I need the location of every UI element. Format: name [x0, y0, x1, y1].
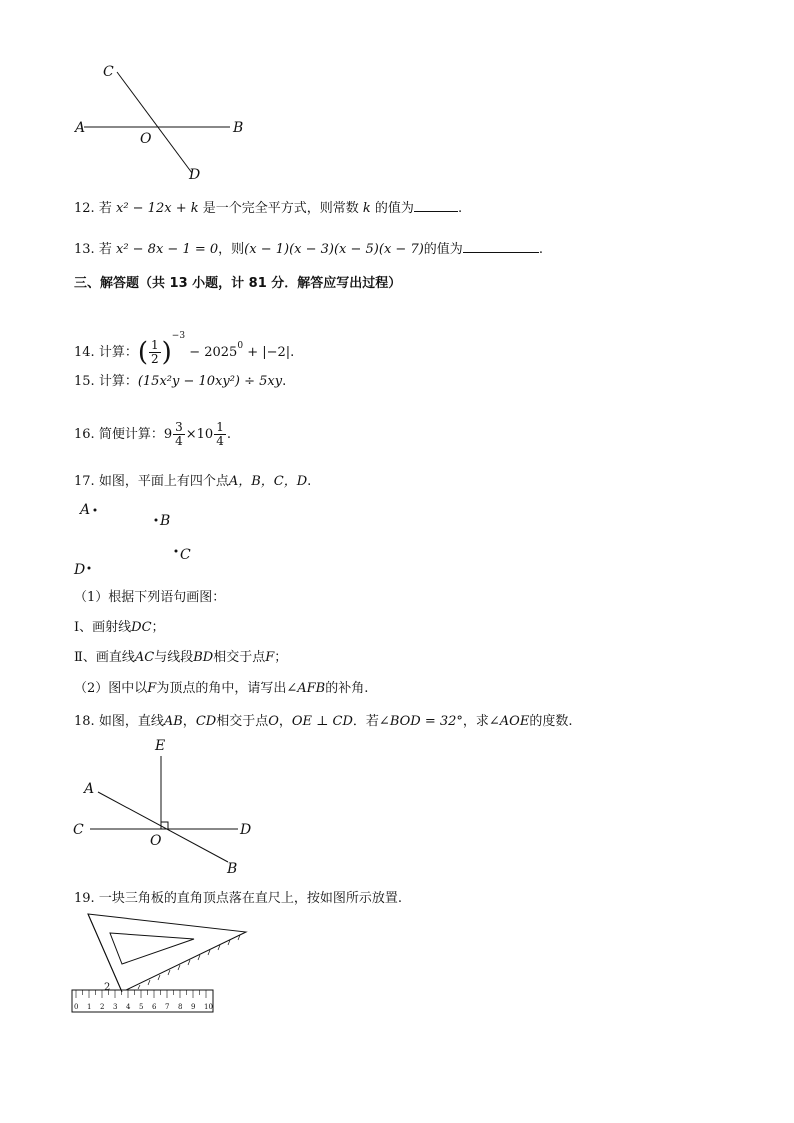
q13-expression: x² − 8x − 1 = 0	[115, 242, 219, 257]
q13-mid: ，则	[218, 242, 245, 257]
ruler-tick-label: 6	[152, 1003, 157, 1011]
ruler-tick-label: 8	[178, 1003, 183, 1011]
q15-number: 15.	[74, 374, 95, 389]
question-16: 16. 简便计算：9 $\frac{3}{4}$ ×10 $\frac{1}{4}$ .	[74, 420, 231, 448]
ruler-tick-label: 2	[100, 1003, 105, 1011]
q14-rest2: + |−2|	[247, 345, 291, 360]
label-b: B	[233, 120, 244, 136]
q12-mid: 是一个完全平方式，则常数	[202, 201, 359, 216]
ruler-tick-label: 5	[139, 1003, 144, 1011]
figure-perpendicular	[70, 736, 270, 881]
label-c: C	[73, 822, 84, 838]
question-15: 15. 计算：(15x²y − 10xy²) ÷ 5xy.	[74, 374, 287, 389]
point-b-label: B	[160, 513, 171, 529]
q17-part1: （1）根据下列语句画图：	[74, 590, 226, 605]
point-b	[155, 519, 158, 522]
figure-four-points	[70, 500, 220, 580]
point-d-label: D	[74, 562, 86, 578]
ruler-tick-label: 10	[204, 1003, 213, 1011]
q12-number: 12.	[74, 201, 95, 216]
q17-number: 17.	[74, 474, 95, 489]
question-13	[74, 238, 543, 260]
point-a	[94, 509, 97, 512]
label-b: B	[227, 861, 238, 877]
q17-part2: （2）图中以F为顶点的角中，请写出∠AFB的补角.	[74, 681, 369, 696]
ruler-tick-label: 4	[126, 1003, 131, 1011]
angle-2-label: 2	[104, 982, 111, 993]
q17-instruction-1: Ⅰ、画射线DC；	[74, 620, 165, 635]
label-e: E	[155, 738, 166, 754]
ruler-tick-label: 3	[113, 1003, 118, 1011]
q16-number: 16.	[74, 427, 95, 442]
q12-post: 的值为	[374, 201, 414, 216]
q13-post: 的值为	[423, 242, 463, 257]
point-c	[175, 550, 178, 553]
label-o: O	[140, 131, 152, 147]
q14-rest: − 2025	[189, 345, 238, 360]
q16-label: 简便计算：	[98, 427, 164, 442]
q13-end: .	[538, 242, 543, 257]
point-d	[88, 567, 91, 570]
label-a: A	[84, 781, 95, 797]
question-14: 14. 计算：( $\frac{1}{2}$ )$^{-3} - 2025^0 + |-2|$.	[74, 331, 295, 368]
q17-points: A，B，C，D	[228, 474, 308, 489]
label-c: C	[103, 64, 114, 80]
q15-label: 计算：	[98, 374, 138, 389]
label-o: O	[150, 833, 162, 849]
question-12	[74, 197, 462, 219]
question-19: 19. 一块三角板的直角顶点落在直尺上，按如图所示放置.	[74, 891, 402, 906]
q17-instruction-2: Ⅱ、画直线AC与线段BD相交于点F；	[74, 650, 288, 665]
ruler-tick-label: 7	[165, 1003, 170, 1011]
figure-triangle-ruler	[70, 912, 255, 1017]
ruler-tick-label: 1	[87, 1003, 92, 1011]
q14-fraction: $\frac{1}{2}$	[151, 338, 159, 366]
ruler-tick-label: 9	[191, 1003, 196, 1011]
q13-pre: 若	[98, 242, 112, 257]
q12-end: .	[457, 201, 463, 216]
q16-fraction-2: $\frac{1}{4}$	[216, 420, 224, 448]
q12-pre: 若	[98, 201, 112, 216]
ruler-tick-label: 0	[74, 1003, 79, 1011]
label-d: D	[240, 822, 252, 838]
q16-fraction-1: $\frac{3}{4}$	[175, 420, 183, 448]
figure-intersecting-lines	[70, 60, 260, 190]
label-d: D	[189, 167, 201, 183]
q12-var: k	[362, 201, 371, 216]
label-a: A	[75, 120, 86, 136]
q13-expression-2: (x − 1)(x − 3)(x − 5)(x − 7)	[244, 242, 424, 257]
q14-number: 14.	[74, 345, 95, 360]
q12-answer-blank[interactable]	[414, 197, 458, 212]
q15-expression: (15x²y − 10xy²) ÷ 5xy	[137, 374, 283, 389]
q17-text: 如图，平面上有四个点	[98, 474, 229, 489]
q13-number: 13.	[74, 242, 95, 257]
q13-answer-blank[interactable]	[463, 238, 539, 253]
point-c-label: C	[180, 547, 191, 563]
question-17: 17. 如图，平面上有四个点A，B，C，D.	[74, 474, 312, 489]
point-a-label: A	[80, 502, 91, 518]
question-18: 18. 如图，直线AB，CD相交于点O，OE ⊥ CD．若∠BOD = 32°，求∠AOE的度数.	[74, 714, 573, 729]
q12-expression: x² − 12x + k	[115, 201, 199, 216]
q14-label: 计算：	[98, 345, 138, 360]
section-3-heading: 三、解答题（共 13 小题，计 81 分．解答应写出过程）	[74, 276, 402, 291]
